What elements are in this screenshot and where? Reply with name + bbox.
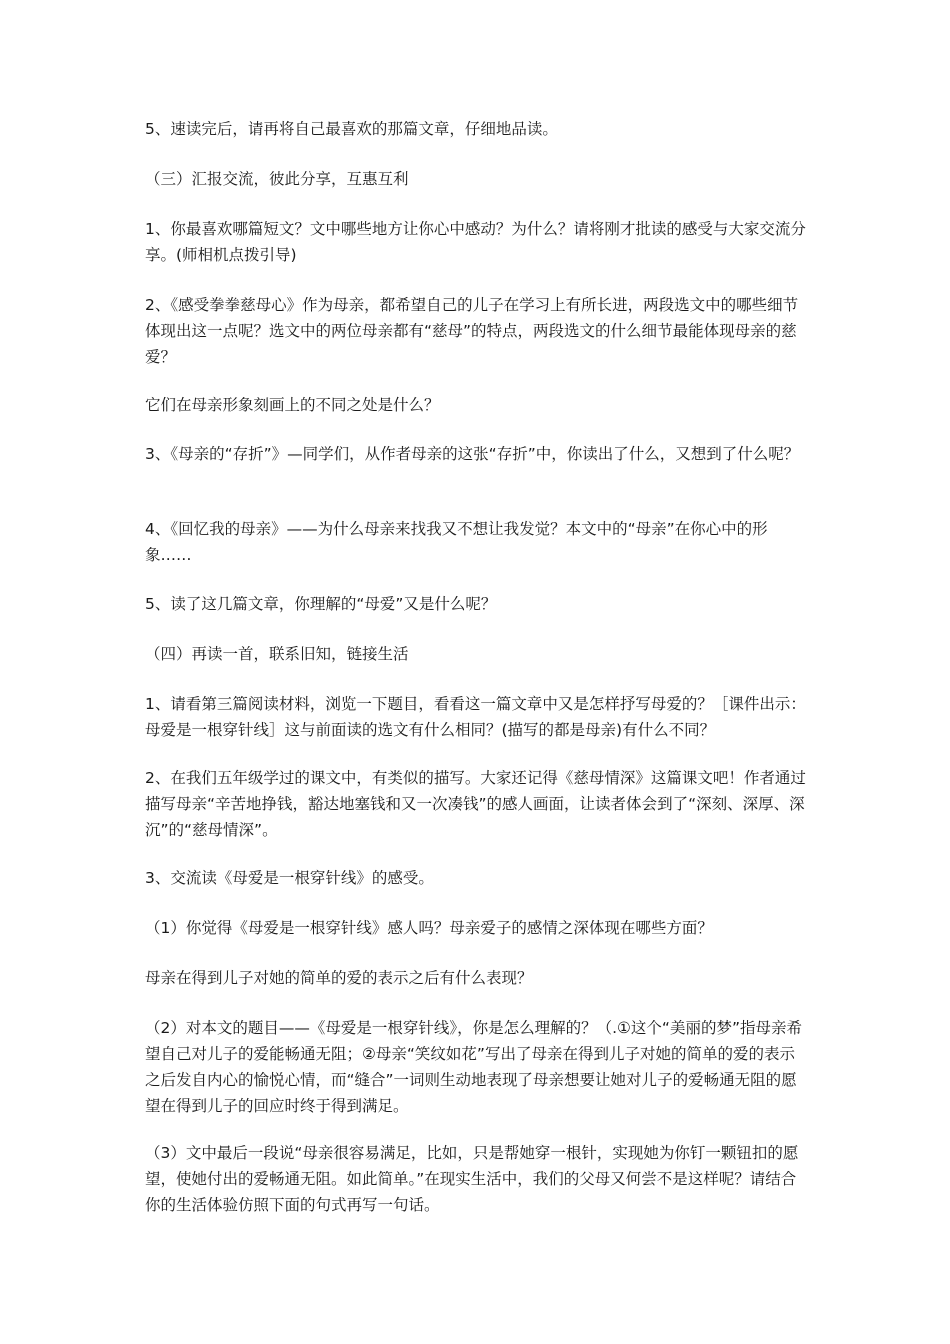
section-heading-3: （三）汇报交流，彼此分享，互惠互利 xyxy=(145,170,409,188)
paragraph-question-4: 4、《回忆我的母亲》——为什么母亲来找我又不想让我发觉？本文中的“母亲”在你心中的形象…… xyxy=(145,520,768,564)
paragraph-step-1: 1、请看第三篇阅读材料，浏览一下题目，看看这一篇文章中又是怎样抒写母爱的？［课件出示：母爱是一根穿针线］这与前面读的选文有什么相同？(描写的都是母亲)有什么不同？ xyxy=(145,695,806,739)
paragraph-sub-2: （2）对本文的题目——《母爱是一根穿针线》，你是怎么理解的？（.①这个“美丽的梦”指母亲希望自己对儿子的爱能畅通无阻；②母亲“笑纹如花”写出了母亲在得到儿子对她的简单的爱的表示之后发自内心的愉悦心情，而“缝合”一词则生动地表现了母亲想要让她对儿子的爱畅通无阻的愿望在得到儿子的回应时终于得到满足。 xyxy=(145,1019,802,1115)
paragraph-question-5: 5、读了这几篇文章，你理解的“母爱”又是什么呢？ xyxy=(145,595,497,613)
paragraph-question-2: 2、《感受拳拳慈母心》作为母亲，都希望自己的儿子在学习上有所长进，两段选文中的哪些细节体现出这一点呢？选文中的两位母亲都有“慈母”的特点，两段选文的什么细节最能体现母亲的慈爱？ xyxy=(145,296,799,366)
paragraph-sub-3: （3）文中最后一段说“母亲很容易满足，比如，只是帮她穿一根针，实现她为你钉一颗钮扣的愿望，使她付出的爱畅通无阻。如此简单。”在现实生活中，我们的父母又何尝不是这样呢？请结合你的生活体验仿照下面的句式再写一句话。 xyxy=(145,1144,799,1214)
paragraph-question-1: 1、你最喜欢哪篇短文？文中哪些地方让你心中感动？为什么？请将刚才批读的感受与大家交流分享。(师相机点拨引导) xyxy=(145,220,806,264)
paragraph-question-2-followup: 它们在母亲形象刻画上的不同之处是什么？ xyxy=(145,396,440,414)
paragraph-step-2: 2、在我们五年级学过的课文中，有类似的描写。大家还记得《慈母情深》这篇课文吧！作者通过描写母亲“辛苦地挣钱，豁达地塞钱和又一次凑钱”的感人画面，让读者体会到了“深刻、深厚、深沉”的“慈母情深”。 xyxy=(145,769,806,839)
paragraph-step-3: 3、交流读《母爱是一根穿针线》的感受。 xyxy=(145,869,434,887)
paragraph-question-3: 3、《母亲的“存折”》—同学们，从作者母亲的这张“存折”中，你读出了什么，又想到了什么呢？ xyxy=(145,445,800,463)
section-heading-4: （四）再读一首，联系旧知，链接生活 xyxy=(145,645,409,663)
paragraph-sub-1: （1）你觉得《母爱是一根穿针线》感人吗？母亲爱子的感情之深体现在哪些方面？ xyxy=(145,919,713,937)
paragraph-reading-5: 5、速读完后，请再将自己最喜欢的那篇文章，仔细地品读。 xyxy=(145,120,558,138)
paragraph-sub-1-followup: 母亲在得到儿子对她的简单的爱的表示之后有什么表现？ xyxy=(145,969,533,987)
